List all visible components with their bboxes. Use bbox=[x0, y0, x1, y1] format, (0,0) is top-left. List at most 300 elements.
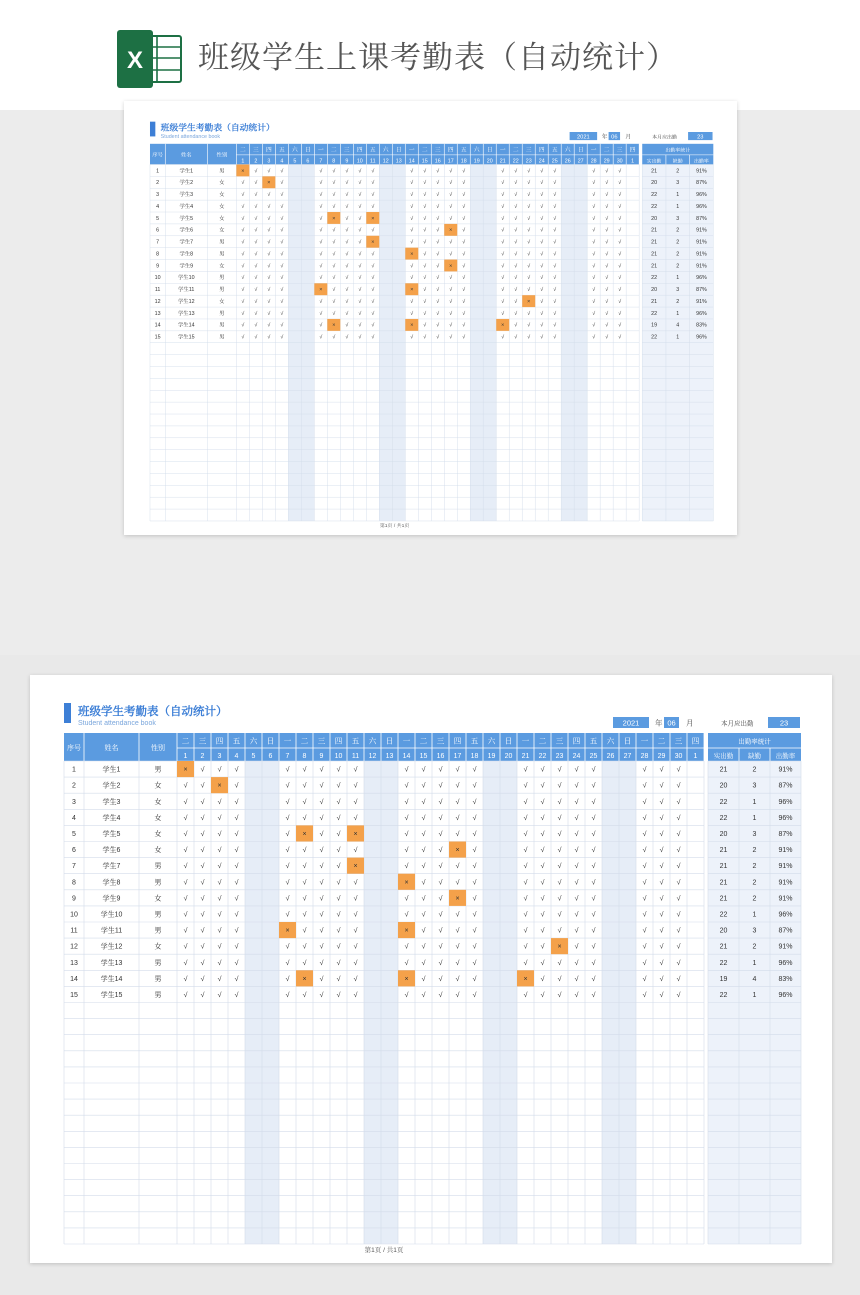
check-mark: √ bbox=[605, 310, 609, 317]
check-mark: √ bbox=[423, 215, 427, 222]
check-mark: √ bbox=[319, 863, 324, 871]
check-mark: √ bbox=[676, 847, 681, 855]
check-mark: √ bbox=[438, 879, 443, 887]
weekday-label: 一 bbox=[499, 147, 506, 154]
check-mark: √ bbox=[438, 975, 443, 983]
cell-name: 学生2 bbox=[102, 782, 121, 790]
day-number-label: 15 bbox=[421, 158, 428, 165]
check-mark: √ bbox=[574, 991, 579, 999]
stats-header-label: 出勤率统计 bbox=[738, 738, 771, 746]
check-mark: √ bbox=[332, 275, 336, 282]
due-label: 本月应出勤 bbox=[652, 135, 677, 141]
check-mark: √ bbox=[285, 975, 290, 983]
check-mark: √ bbox=[605, 168, 609, 175]
check-mark: √ bbox=[605, 334, 609, 341]
check-mark: √ bbox=[455, 959, 460, 967]
weekday-label: 一 bbox=[408, 147, 415, 154]
check-mark: √ bbox=[353, 782, 358, 790]
check-mark: √ bbox=[200, 991, 205, 999]
check-mark: √ bbox=[423, 263, 427, 270]
cell-seq: 2 bbox=[72, 782, 76, 790]
check-mark: √ bbox=[358, 203, 362, 210]
check-mark: √ bbox=[332, 227, 336, 234]
cell-missing: 2 bbox=[676, 227, 680, 234]
check-mark: √ bbox=[462, 287, 466, 294]
check-mark: √ bbox=[241, 263, 245, 270]
check-mark: √ bbox=[302, 927, 307, 935]
cell-gender: 男 bbox=[154, 911, 162, 919]
cell-rate: 87% bbox=[778, 830, 793, 838]
check-mark: √ bbox=[254, 299, 258, 305]
cell-name: 学生5 bbox=[102, 830, 121, 838]
check-mark: √ bbox=[200, 814, 205, 822]
check-mark: √ bbox=[254, 203, 258, 210]
cell-seq: 6 bbox=[156, 227, 160, 234]
weekday-label: 四 bbox=[356, 147, 363, 154]
absent-mark: × bbox=[404, 927, 409, 935]
check-mark: √ bbox=[183, 798, 188, 806]
check-mark: √ bbox=[462, 251, 466, 258]
cell-gender: 男 bbox=[219, 275, 225, 282]
check-mark: √ bbox=[436, 239, 440, 246]
check-mark: √ bbox=[553, 310, 557, 317]
check-mark: √ bbox=[591, 847, 596, 855]
check-mark: √ bbox=[254, 310, 258, 317]
check-mark: √ bbox=[676, 943, 681, 951]
check-mark: √ bbox=[332, 192, 336, 198]
check-mark: √ bbox=[514, 275, 518, 282]
check-mark: √ bbox=[421, 782, 426, 790]
check-mark: √ bbox=[336, 975, 341, 983]
check-mark: √ bbox=[540, 959, 545, 967]
check-mark: √ bbox=[501, 287, 505, 294]
check-mark: √ bbox=[421, 959, 426, 967]
month-unit: 月 bbox=[625, 134, 632, 141]
cell-missing: 3 bbox=[676, 215, 680, 222]
day-number-label: 28 bbox=[590, 158, 597, 165]
check-mark: √ bbox=[267, 192, 271, 198]
weekday-label: 二 bbox=[538, 736, 547, 746]
check-mark: √ bbox=[200, 830, 205, 838]
weekday-label: 三 bbox=[525, 147, 532, 154]
check-mark: √ bbox=[540, 203, 544, 210]
check-mark: √ bbox=[336, 927, 341, 935]
check-mark: √ bbox=[642, 927, 647, 935]
check-mark: √ bbox=[183, 782, 188, 790]
check-mark: √ bbox=[557, 814, 562, 822]
cell-name: 学生6 bbox=[179, 227, 194, 234]
check-mark: √ bbox=[345, 263, 349, 270]
cell-name: 学生10 bbox=[177, 275, 195, 282]
check-mark: √ bbox=[423, 275, 427, 282]
weekday-label: 一 bbox=[402, 736, 411, 746]
cell-rate: 91% bbox=[778, 943, 793, 951]
absent-mark: × bbox=[183, 766, 188, 774]
cell-gender: 男 bbox=[154, 975, 162, 983]
weekday-label: 二 bbox=[330, 147, 337, 154]
check-mark: √ bbox=[183, 895, 188, 903]
cell-actual: 21 bbox=[651, 263, 658, 270]
check-mark: √ bbox=[438, 863, 443, 871]
cell-actual: 21 bbox=[651, 227, 658, 234]
check-mark: √ bbox=[267, 239, 271, 246]
cell-rate: 96% bbox=[778, 991, 793, 999]
check-mark: √ bbox=[280, 215, 284, 222]
check-mark: √ bbox=[455, 798, 460, 806]
check-mark: √ bbox=[404, 798, 409, 806]
check-mark: √ bbox=[618, 287, 622, 294]
check-mark: √ bbox=[553, 203, 557, 210]
cell-seq: 5 bbox=[72, 830, 76, 838]
cell-missing: 1 bbox=[676, 192, 680, 198]
day-number-label: 9 bbox=[345, 158, 349, 165]
check-mark: √ bbox=[523, 863, 528, 871]
check-mark: √ bbox=[436, 322, 440, 329]
check-mark: √ bbox=[605, 180, 609, 187]
cell-gender: 男 bbox=[219, 287, 225, 294]
check-mark: √ bbox=[514, 215, 518, 222]
check-mark: √ bbox=[421, 863, 426, 871]
day-number-label: 23 bbox=[525, 158, 532, 165]
check-mark: √ bbox=[319, 275, 323, 282]
check-mark: √ bbox=[280, 239, 284, 246]
day-number-label: 4 bbox=[234, 753, 239, 760]
check-mark: √ bbox=[592, 251, 596, 258]
absent-mark: × bbox=[353, 863, 358, 871]
check-mark: √ bbox=[523, 927, 528, 935]
check-mark: √ bbox=[605, 215, 609, 222]
weekday-label: 六 bbox=[249, 736, 258, 746]
check-mark: √ bbox=[574, 911, 579, 919]
check-mark: √ bbox=[553, 227, 557, 234]
check-mark: √ bbox=[618, 192, 622, 198]
check-mark: √ bbox=[501, 310, 505, 317]
check-mark: √ bbox=[319, 334, 323, 341]
check-mark: √ bbox=[234, 814, 239, 822]
check-mark: √ bbox=[592, 180, 596, 187]
check-mark: √ bbox=[514, 263, 518, 270]
check-mark: √ bbox=[591, 959, 596, 967]
weekday-label: 六 bbox=[606, 736, 615, 746]
sheet-subtitle: Student attendance book bbox=[78, 720, 156, 727]
check-mark: √ bbox=[438, 830, 443, 838]
check-mark: √ bbox=[345, 239, 349, 246]
check-mark: √ bbox=[332, 168, 336, 175]
cell-actual: 22 bbox=[651, 203, 658, 210]
day-number-label: 11 bbox=[351, 753, 360, 760]
check-mark: √ bbox=[217, 911, 222, 919]
check-mark: √ bbox=[217, 895, 222, 903]
check-mark: √ bbox=[472, 814, 477, 822]
check-mark: √ bbox=[540, 782, 545, 790]
check-mark: √ bbox=[241, 334, 245, 341]
check-mark: √ bbox=[591, 863, 596, 871]
check-mark: √ bbox=[527, 275, 531, 282]
check-mark: √ bbox=[472, 847, 477, 855]
weekday-label: 二 bbox=[603, 147, 610, 154]
check-mark: √ bbox=[618, 263, 622, 270]
check-mark: √ bbox=[436, 168, 440, 175]
cell-gender: 女 bbox=[219, 227, 225, 234]
absent-mark: × bbox=[267, 180, 271, 187]
cell-name: 学生6 bbox=[102, 847, 121, 855]
check-mark: √ bbox=[353, 847, 358, 855]
check-mark: √ bbox=[472, 782, 477, 790]
cell-seq: 8 bbox=[72, 879, 76, 887]
day-number-label: 25 bbox=[551, 158, 558, 165]
cell-rate: 91% bbox=[778, 766, 793, 774]
absent-mark: × bbox=[319, 287, 323, 294]
cell-rate: 83% bbox=[778, 975, 793, 983]
cell-missing: 2 bbox=[752, 879, 757, 887]
cell-seq: 3 bbox=[72, 798, 76, 806]
check-mark: √ bbox=[472, 798, 477, 806]
cell-actual: 21 bbox=[651, 299, 658, 305]
check-mark: √ bbox=[217, 959, 222, 967]
check-mark: √ bbox=[285, 943, 290, 951]
day-number-label: 16 bbox=[436, 753, 445, 760]
check-mark: √ bbox=[501, 299, 505, 305]
check-mark: √ bbox=[557, 766, 562, 774]
check-mark: √ bbox=[241, 275, 245, 282]
check-mark: √ bbox=[254, 322, 258, 329]
weekday-label: 六 bbox=[291, 147, 298, 154]
check-mark: √ bbox=[217, 879, 222, 887]
check-mark: √ bbox=[557, 911, 562, 919]
check-mark: √ bbox=[319, 766, 324, 774]
check-mark: √ bbox=[553, 215, 557, 222]
check-mark: √ bbox=[371, 192, 375, 198]
cell-name: 学生14 bbox=[100, 975, 123, 983]
stats-header-label: 出勤率统计 bbox=[665, 148, 691, 154]
col-name-header: 姓名 bbox=[180, 152, 192, 159]
check-mark: √ bbox=[423, 168, 427, 175]
check-mark: √ bbox=[591, 766, 596, 774]
check-mark: √ bbox=[241, 180, 245, 187]
check-mark: √ bbox=[302, 879, 307, 887]
day-number-label: 30 bbox=[616, 158, 623, 165]
check-mark: √ bbox=[574, 879, 579, 887]
check-mark: √ bbox=[540, 991, 545, 999]
check-mark: √ bbox=[285, 959, 290, 967]
year-value: 2021 bbox=[577, 134, 590, 141]
check-mark: √ bbox=[336, 863, 341, 871]
cell-rate: 91% bbox=[696, 299, 707, 305]
cell-gender: 男 bbox=[219, 310, 225, 317]
absent-mark: × bbox=[332, 322, 336, 329]
check-mark: √ bbox=[234, 863, 239, 871]
check-mark: √ bbox=[642, 959, 647, 967]
check-mark: √ bbox=[676, 766, 681, 774]
check-mark: √ bbox=[591, 927, 596, 935]
weekday-label: 日 bbox=[577, 147, 584, 154]
check-mark: √ bbox=[472, 927, 477, 935]
check-mark: √ bbox=[234, 895, 239, 903]
check-mark: √ bbox=[455, 911, 460, 919]
absent-mark: × bbox=[404, 879, 409, 887]
stats-col-label: 出勤率 bbox=[775, 753, 796, 760]
check-mark: √ bbox=[553, 287, 557, 294]
check-mark: √ bbox=[591, 943, 596, 951]
col-name-header: 姓名 bbox=[104, 745, 119, 752]
check-mark: √ bbox=[254, 251, 258, 258]
weekday-label: 日 bbox=[623, 736, 632, 746]
check-mark: √ bbox=[234, 943, 239, 951]
check-mark: √ bbox=[553, 299, 557, 305]
cell-gender: 女 bbox=[154, 895, 162, 903]
check-mark: √ bbox=[336, 782, 341, 790]
day-number-label: 8 bbox=[302, 753, 307, 760]
weekday-label: 五 bbox=[551, 147, 558, 154]
check-mark: √ bbox=[523, 847, 528, 855]
check-mark: √ bbox=[404, 847, 409, 855]
check-mark: √ bbox=[527, 203, 531, 210]
check-mark: √ bbox=[659, 911, 664, 919]
check-mark: √ bbox=[557, 863, 562, 871]
check-mark: √ bbox=[591, 991, 596, 999]
excel-icon bbox=[117, 30, 183, 88]
check-mark: √ bbox=[642, 798, 647, 806]
check-mark: √ bbox=[358, 168, 362, 175]
check-mark: √ bbox=[449, 299, 453, 305]
cell-rate: 96% bbox=[696, 334, 707, 341]
check-mark: √ bbox=[254, 334, 258, 341]
check-mark: √ bbox=[410, 168, 414, 175]
day-number-label: 22 bbox=[512, 158, 519, 165]
absent-mark: × bbox=[302, 975, 307, 983]
check-mark: √ bbox=[523, 895, 528, 903]
check-mark: √ bbox=[421, 879, 426, 887]
check-mark: √ bbox=[449, 192, 453, 198]
check-mark: √ bbox=[438, 782, 443, 790]
check-mark: √ bbox=[438, 798, 443, 806]
cell-actual: 20 bbox=[651, 287, 658, 294]
absent-mark: × bbox=[404, 975, 409, 983]
cell-rate: 91% bbox=[696, 263, 707, 270]
check-mark: √ bbox=[642, 863, 647, 871]
day-number-label: 6 bbox=[306, 158, 310, 165]
check-mark: √ bbox=[319, 310, 323, 317]
day-number-label: 26 bbox=[564, 158, 571, 165]
check-mark: √ bbox=[659, 798, 664, 806]
check-mark: √ bbox=[241, 227, 245, 234]
check-mark: √ bbox=[659, 959, 664, 967]
check-mark: √ bbox=[404, 895, 409, 903]
check-mark: √ bbox=[234, 911, 239, 919]
check-mark: √ bbox=[642, 766, 647, 774]
check-mark: √ bbox=[421, 927, 426, 935]
day-number-label: 3 bbox=[217, 753, 222, 760]
cell-gender: 女 bbox=[219, 263, 225, 270]
check-mark: √ bbox=[676, 879, 681, 887]
check-mark: √ bbox=[438, 943, 443, 951]
cell-rate: 96% bbox=[696, 310, 707, 317]
check-mark: √ bbox=[618, 275, 622, 282]
check-mark: √ bbox=[501, 192, 505, 198]
check-mark: √ bbox=[676, 782, 681, 790]
check-mark: √ bbox=[514, 310, 518, 317]
check-mark: √ bbox=[280, 227, 284, 234]
day-number-label: 8 bbox=[332, 158, 336, 165]
check-mark: √ bbox=[553, 334, 557, 341]
day-number-label: 12 bbox=[382, 158, 389, 165]
cell-missing: 2 bbox=[752, 863, 757, 871]
check-mark: √ bbox=[540, 798, 545, 806]
check-mark: √ bbox=[436, 310, 440, 317]
cell-rate: 83% bbox=[696, 322, 707, 329]
check-mark: √ bbox=[462, 239, 466, 246]
check-mark: √ bbox=[353, 895, 358, 903]
check-mark: √ bbox=[353, 814, 358, 822]
check-mark: √ bbox=[676, 911, 681, 919]
check-mark: √ bbox=[527, 168, 531, 175]
day-number-label: 19 bbox=[473, 158, 480, 165]
check-mark: √ bbox=[217, 991, 222, 999]
check-mark: √ bbox=[659, 975, 664, 983]
check-mark: √ bbox=[557, 927, 562, 935]
check-mark: √ bbox=[345, 310, 349, 317]
check-mark: √ bbox=[371, 251, 375, 258]
absent-mark: × bbox=[241, 168, 245, 175]
check-mark: √ bbox=[540, 275, 544, 282]
check-mark: √ bbox=[523, 830, 528, 838]
cell-actual: 21 bbox=[719, 766, 728, 774]
cell-missing: 1 bbox=[752, 798, 757, 806]
check-mark: √ bbox=[501, 263, 505, 270]
check-mark: √ bbox=[254, 215, 258, 222]
day-number-label: 6 bbox=[268, 753, 273, 760]
check-mark: √ bbox=[217, 943, 222, 951]
check-mark: √ bbox=[501, 275, 505, 282]
check-mark: √ bbox=[332, 251, 336, 258]
cell-seq: 12 bbox=[154, 299, 161, 305]
check-mark: √ bbox=[319, 911, 324, 919]
check-mark: √ bbox=[472, 830, 477, 838]
check-mark: √ bbox=[183, 975, 188, 983]
check-mark: √ bbox=[438, 959, 443, 967]
check-mark: √ bbox=[540, 322, 544, 329]
check-mark: √ bbox=[267, 287, 271, 294]
check-mark: √ bbox=[353, 766, 358, 774]
weekday-label: 五 bbox=[369, 147, 376, 154]
check-mark: √ bbox=[319, 168, 323, 175]
check-mark: √ bbox=[592, 334, 596, 341]
cell-gender: 男 bbox=[219, 239, 225, 246]
check-mark: √ bbox=[605, 275, 609, 282]
check-mark: √ bbox=[358, 227, 362, 234]
check-mark: √ bbox=[234, 766, 239, 774]
cell-actual: 20 bbox=[719, 927, 728, 935]
year-unit: 年 bbox=[601, 134, 608, 141]
check-mark: √ bbox=[540, 180, 544, 187]
check-mark: √ bbox=[676, 895, 681, 903]
check-mark: √ bbox=[423, 203, 427, 210]
cell-missing: 2 bbox=[676, 168, 680, 175]
check-mark: √ bbox=[436, 227, 440, 234]
cell-name: 学生8 bbox=[179, 251, 194, 258]
day-number-label: 27 bbox=[623, 753, 632, 760]
check-mark: √ bbox=[462, 227, 466, 234]
check-mark: √ bbox=[574, 814, 579, 822]
day-number-label: 5 bbox=[251, 753, 256, 760]
cell-seq: 15 bbox=[70, 991, 78, 999]
check-mark: √ bbox=[592, 299, 596, 305]
check-mark: √ bbox=[345, 192, 349, 198]
check-mark: √ bbox=[404, 911, 409, 919]
check-mark: √ bbox=[449, 239, 453, 246]
check-mark: √ bbox=[183, 830, 188, 838]
check-mark: √ bbox=[659, 863, 664, 871]
